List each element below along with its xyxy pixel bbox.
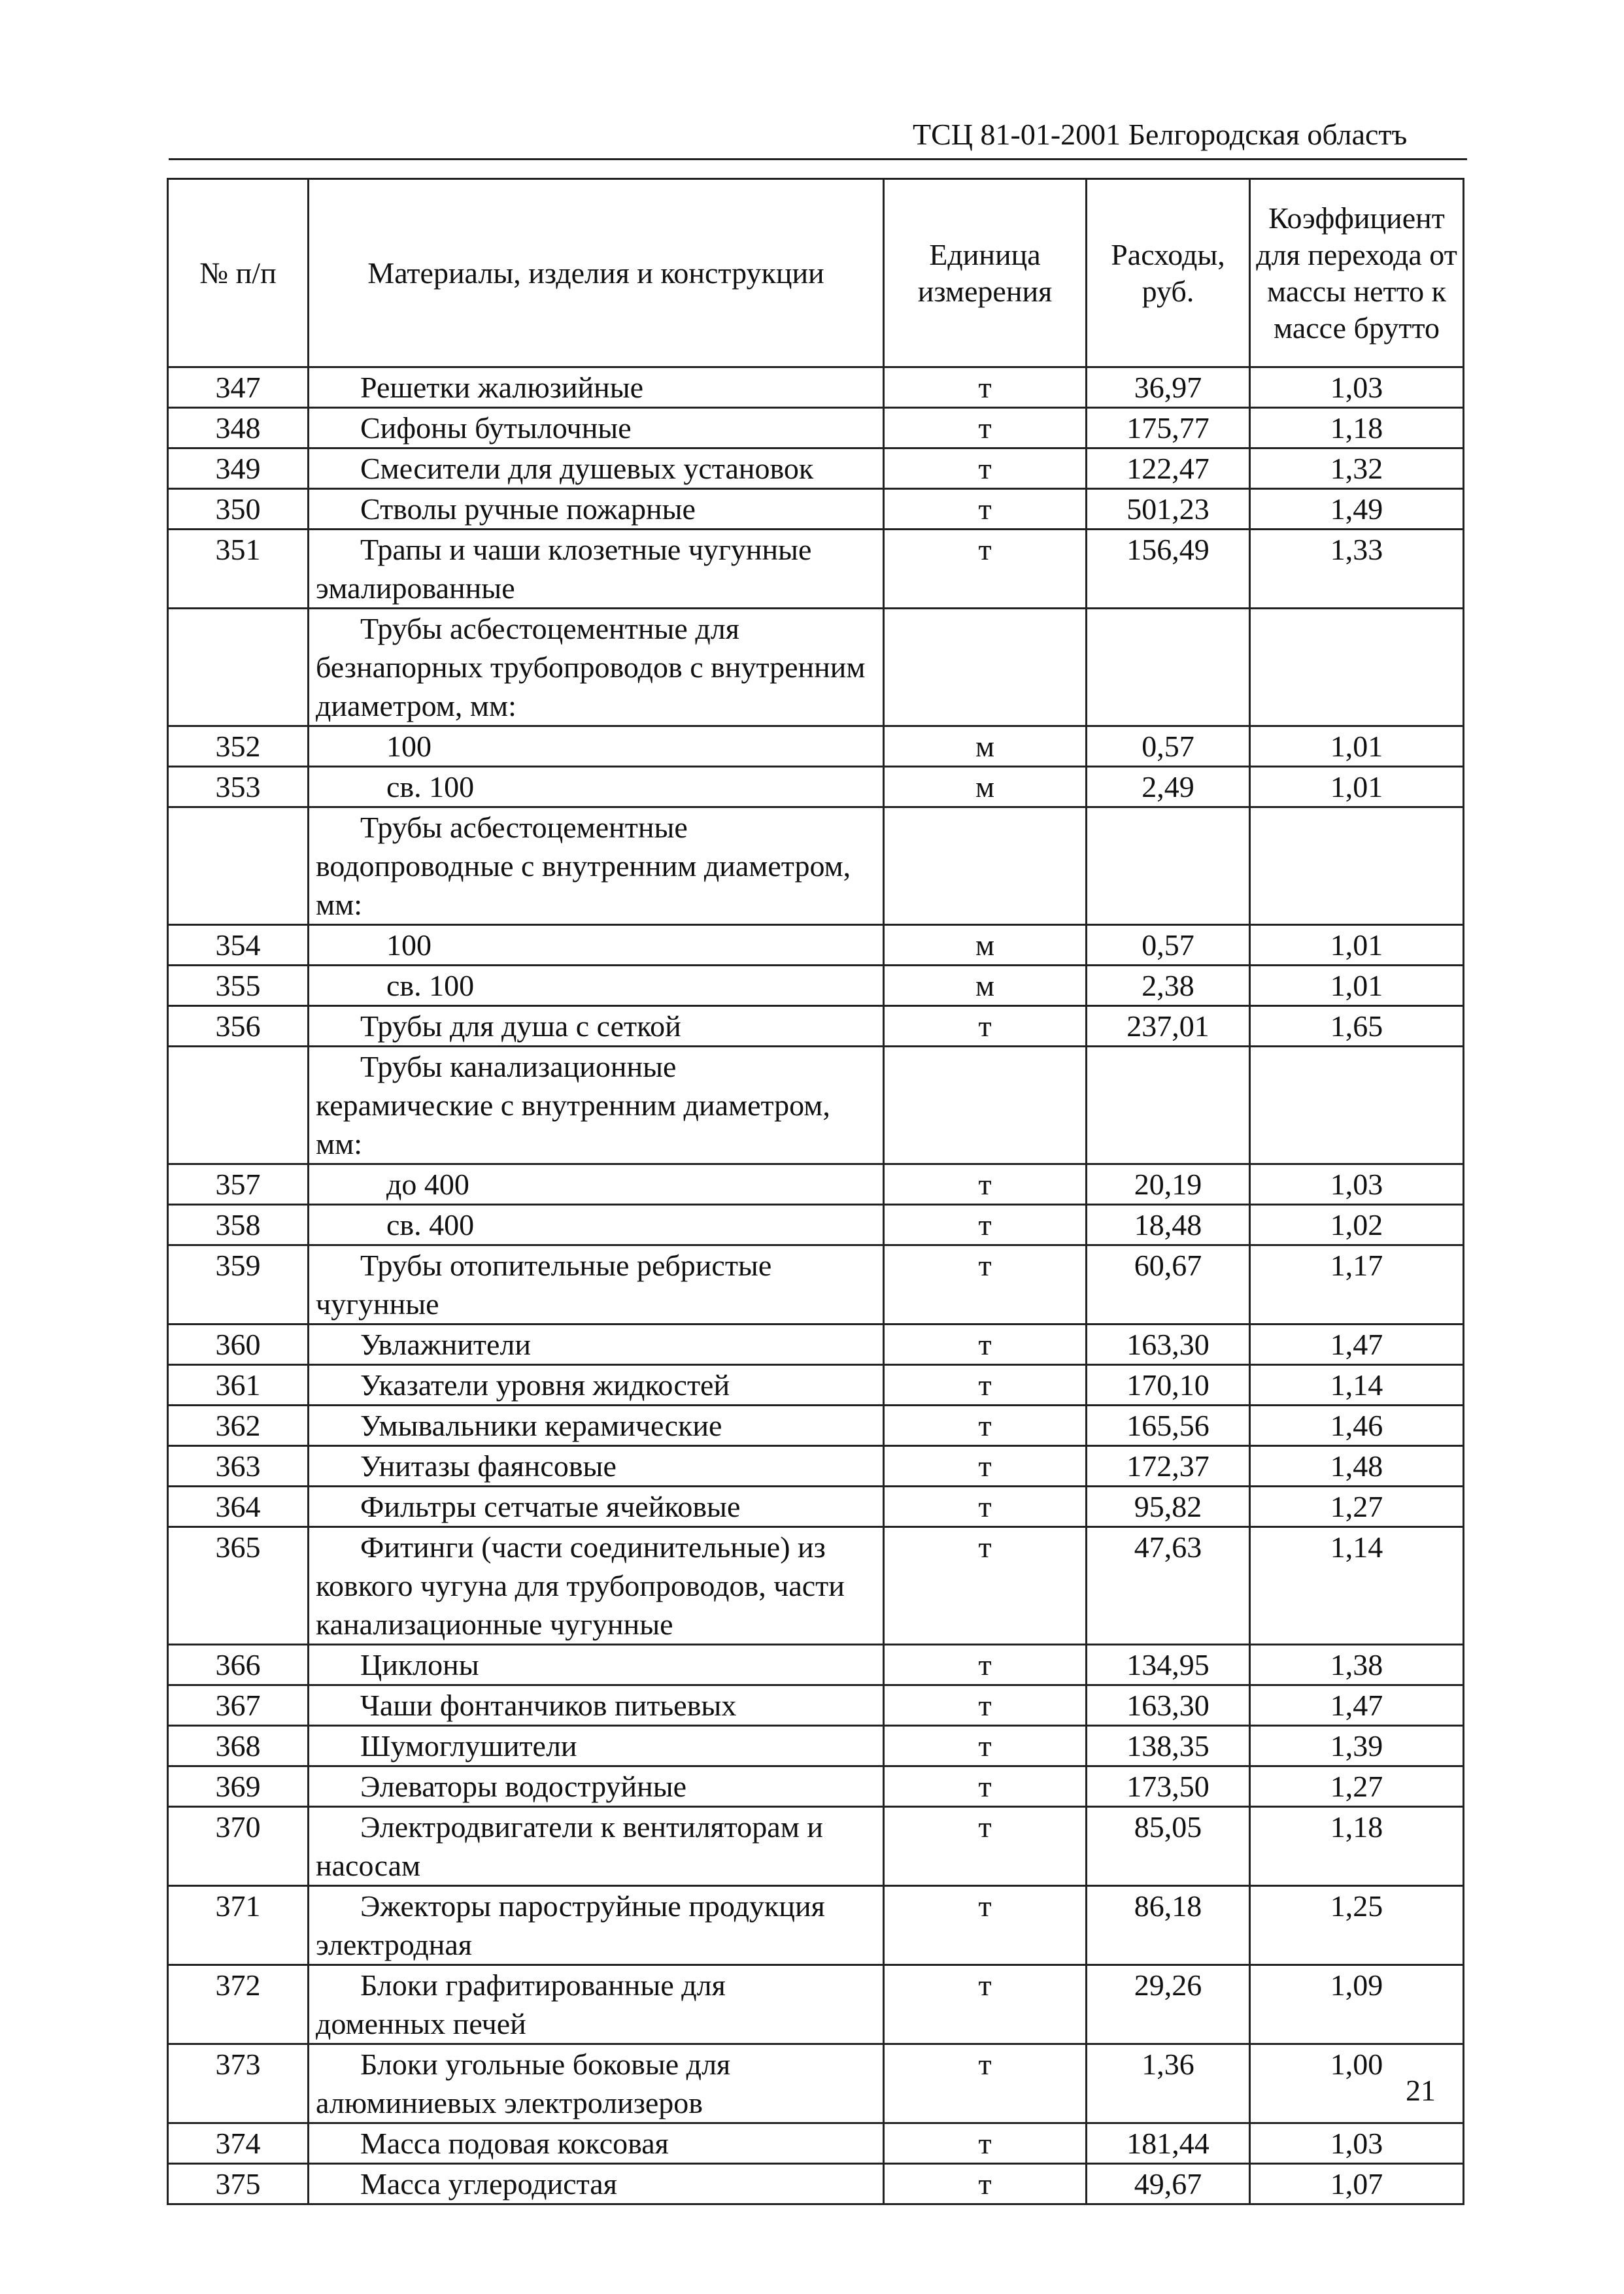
row-number-cell: 372 <box>168 1965 309 2044</box>
row-number-cell: 347 <box>168 367 309 408</box>
coefficient-cell: 1,03 <box>1250 2123 1464 2164</box>
material-name: до 400 <box>386 1168 469 1201</box>
coefficient-cell: 1,46 <box>1250 1406 1464 1446</box>
table-row <box>168 1006 1464 1047</box>
row-number-cell: 357 <box>168 1164 309 1205</box>
cost-cell: 170,10 <box>1087 1365 1250 1406</box>
cost-cell: 501,23 <box>1087 489 1250 530</box>
coefficient-cell <box>1250 807 1464 925</box>
coefficient-cell: 1,14 <box>1250 1365 1464 1406</box>
coefficient-cell: 1,01 <box>1250 726 1464 767</box>
table-group-row <box>168 807 1464 925</box>
cost-cell: 47,63 <box>1087 1527 1250 1645</box>
table-header-row <box>168 179 1464 367</box>
unit-cell: м <box>884 726 1087 767</box>
coefficient-cell: 1,14 <box>1250 1527 1464 1645</box>
material-name: св. 100 <box>386 770 475 803</box>
cost-cell: 18,48 <box>1087 1205 1250 1245</box>
row-number-cell: 362 <box>168 1406 309 1446</box>
coefficient-cell: 1,38 <box>1250 1645 1464 1685</box>
material-name-continuation: керамические с внутренним диаметром, мм: <box>316 1088 830 1160</box>
coefficient-cell: 1,00 <box>1250 2044 1464 2123</box>
table-row <box>168 1807 1464 1886</box>
material-name-continuation: электродная <box>316 1928 472 1961</box>
row-number-cell: 353 <box>168 767 309 807</box>
row-number-cell <box>168 609 309 726</box>
coefficient-cell: 1,03 <box>1250 367 1464 408</box>
material-name: Масса подовая коксовая <box>360 2127 669 2160</box>
material-name-cell <box>309 1766 884 1807</box>
table-row <box>168 408 1464 448</box>
row-number-cell: 375 <box>168 2164 309 2204</box>
material-name-continuation: безнапорных трубопроводов с внутренним диаметром, мм: <box>316 650 866 722</box>
material-name: Решетки жалюзийные <box>360 371 644 404</box>
cost-cell: 122,47 <box>1087 448 1250 489</box>
table-row <box>168 1245 1464 1324</box>
unit-cell <box>884 609 1087 726</box>
table-row <box>168 1766 1464 1807</box>
row-number-cell <box>168 807 309 925</box>
row-number-cell: 361 <box>168 1365 309 1406</box>
material-name-cell <box>309 1205 884 1245</box>
cost-cell: 237,01 <box>1087 1006 1250 1047</box>
table-group-row <box>168 1047 1464 1164</box>
unit-cell <box>884 1047 1087 1164</box>
material-name-cell <box>309 530 884 609</box>
row-number-cell: 360 <box>168 1324 309 1365</box>
table-row <box>168 1446 1464 1487</box>
coefficient-cell: 1,03 <box>1250 1164 1464 1205</box>
material-name-cell <box>309 489 884 530</box>
table-row <box>168 448 1464 489</box>
material-name-cell <box>309 609 884 726</box>
row-number-cell: 359 <box>168 1245 309 1324</box>
cost-cell: 138,35 <box>1087 1726 1250 1766</box>
material-name-cell <box>309 1886 884 1965</box>
column-header-unit: Единица измерения <box>884 179 1087 367</box>
coefficient-cell: 1,02 <box>1250 1205 1464 1245</box>
unit-cell: т <box>884 367 1087 408</box>
material-name-cell <box>309 1365 884 1406</box>
coefficient-cell: 1,09 <box>1250 1965 1464 2044</box>
table-row <box>168 530 1464 609</box>
material-name-continuation: насосам <box>316 1849 421 1882</box>
table-row <box>168 2164 1464 2204</box>
document-header: ТСЦ 81-01-2001 Белгородская областъ <box>913 118 1408 151</box>
material-name: Смесители для душевых установок <box>360 452 814 485</box>
unit-cell: т <box>884 1006 1087 1047</box>
unit-cell: м <box>884 966 1087 1006</box>
table-row <box>168 1645 1464 1685</box>
table-row <box>168 966 1464 1006</box>
column-header-coefficient: Коэффициент для перехода от массы нетто к массе брутто <box>1250 179 1464 367</box>
unit-cell: т <box>884 1406 1087 1446</box>
row-number-cell <box>168 1047 309 1164</box>
unit-cell: т <box>884 1245 1087 1324</box>
unit-cell: т <box>884 1365 1087 1406</box>
cost-cell <box>1087 609 1250 726</box>
cost-cell: 95,82 <box>1087 1487 1250 1527</box>
unit-cell: т <box>884 448 1087 489</box>
unit-cell: м <box>884 925 1087 966</box>
table-row <box>168 925 1464 966</box>
cost-cell: 156,49 <box>1087 530 1250 609</box>
material-name: Трубы асбестоцементные для <box>360 612 739 645</box>
row-number-cell: 350 <box>168 489 309 530</box>
material-name-continuation: доменных печей <box>316 2007 526 2040</box>
cost-cell: 49,67 <box>1087 2164 1250 2204</box>
row-number-cell: 356 <box>168 1006 309 1047</box>
unit-cell: т <box>884 1487 1087 1527</box>
material-name-continuation: алюминиевых электролизеров <box>316 2086 703 2119</box>
unit-cell: т <box>884 1446 1087 1487</box>
unit-cell: т <box>884 1164 1087 1205</box>
material-name: 100 <box>386 730 431 763</box>
unit-cell: т <box>884 1766 1087 1807</box>
material-name-cell <box>309 408 884 448</box>
cost-cell: 2,38 <box>1087 966 1250 1006</box>
unit-cell <box>884 807 1087 925</box>
unit-cell: т <box>884 1527 1087 1645</box>
material-name-cell <box>309 1726 884 1766</box>
unit-cell: т <box>884 2164 1087 2204</box>
coefficient-cell: 1,39 <box>1250 1726 1464 1766</box>
material-name: Электродвигатели к вентиляторам и <box>360 1810 823 1844</box>
column-header-number: № п/п <box>168 179 309 367</box>
cost-cell: 181,44 <box>1087 2123 1250 2164</box>
material-name: св. 100 <box>386 969 475 1002</box>
cost-cell: 165,56 <box>1087 1406 1250 1446</box>
row-number-cell: 366 <box>168 1645 309 1685</box>
material-name-cell <box>309 1406 884 1446</box>
table-row <box>168 1527 1464 1645</box>
coefficient-cell: 1,65 <box>1250 1006 1464 1047</box>
table-row <box>168 767 1464 807</box>
row-number-cell: 358 <box>168 1205 309 1245</box>
row-number-cell: 374 <box>168 2123 309 2164</box>
coefficient-cell: 1,27 <box>1250 1766 1464 1807</box>
coefficient-cell: 1,48 <box>1250 1446 1464 1487</box>
material-name-cell <box>309 767 884 807</box>
cost-cell: 0,57 <box>1087 925 1250 966</box>
material-name-cell <box>309 1965 884 2044</box>
unit-cell: м <box>884 767 1087 807</box>
material-name: Эжекторы пароструйные продукция <box>360 1889 825 1923</box>
unit-cell: т <box>884 1965 1087 2044</box>
cost-cell: 60,67 <box>1087 1245 1250 1324</box>
material-name: Указатели уровня жидкостей <box>360 1368 730 1402</box>
material-name-cell <box>309 966 884 1006</box>
material-name-continuation: ковкого чугуна для трубопроводов, части канализационные чугунные <box>316 1569 845 1641</box>
cost-cell <box>1087 1047 1250 1164</box>
coefficient-cell: 1,18 <box>1250 1807 1464 1886</box>
table-row <box>168 1487 1464 1527</box>
material-name-cell <box>309 1446 884 1487</box>
row-number-cell: 369 <box>168 1766 309 1807</box>
material-name: Трубы асбестоцементные <box>360 811 688 844</box>
row-number-cell: 349 <box>168 448 309 489</box>
material-name-cell <box>309 1685 884 1726</box>
unit-cell: т <box>884 1645 1087 1685</box>
table-row <box>168 489 1464 530</box>
material-name: Шумоглушители <box>360 1729 577 1763</box>
unit-cell: т <box>884 1205 1087 1245</box>
cost-cell: 173,50 <box>1087 1766 1250 1807</box>
material-name: Циклоны <box>360 1648 479 1681</box>
cost-cell: 2,49 <box>1087 767 1250 807</box>
coefficient-cell: 1,17 <box>1250 1245 1464 1324</box>
material-name: 100 <box>386 928 431 962</box>
material-name: Масса углеродистая <box>360 2167 617 2201</box>
table-row <box>168 1365 1464 1406</box>
material-name-cell <box>309 726 884 767</box>
material-name-cell <box>309 1487 884 1527</box>
material-name: Трубы для душа с сеткой <box>360 1009 681 1043</box>
material-name: Чаши фонтанчиков питьевых <box>360 1689 737 1722</box>
material-name-cell <box>309 367 884 408</box>
cost-cell: 163,30 <box>1087 1324 1250 1365</box>
row-number-cell: 355 <box>168 966 309 1006</box>
unit-cell: т <box>884 1685 1087 1726</box>
material-name: Трубы канализационные <box>360 1050 677 1083</box>
coefficient-cell: 1,18 <box>1250 408 1464 448</box>
table-group-row <box>168 609 1464 726</box>
row-number-cell: 368 <box>168 1726 309 1766</box>
row-number-cell: 351 <box>168 530 309 609</box>
material-name: Трубы отопительные ребристые <box>360 1249 772 1282</box>
coefficient-cell: 1,01 <box>1250 925 1464 966</box>
material-name-cell <box>309 1807 884 1886</box>
cost-cell: 172,37 <box>1087 1446 1250 1487</box>
row-number-cell: 370 <box>168 1807 309 1886</box>
materials-table <box>167 178 1464 2205</box>
table-row <box>168 1324 1464 1365</box>
unit-cell: т <box>884 489 1087 530</box>
header-divider <box>169 158 1467 160</box>
coefficient-cell: 1,33 <box>1250 530 1464 609</box>
table-row <box>168 1406 1464 1446</box>
coefficient-cell: 1,25 <box>1250 1886 1464 1965</box>
coefficient-cell: 1,47 <box>1250 1685 1464 1726</box>
material-name-cell <box>309 1006 884 1047</box>
coefficient-cell: 1,27 <box>1250 1487 1464 1527</box>
material-name: Трапы и чаши клозетные чугунные <box>360 533 812 566</box>
table-row <box>168 367 1464 408</box>
material-name-continuation: эмалированные <box>316 571 515 605</box>
cost-cell: 36,97 <box>1087 367 1250 408</box>
table-body <box>168 367 1464 2204</box>
coefficient-cell: 1,07 <box>1250 2164 1464 2204</box>
cost-cell: 0,57 <box>1087 726 1250 767</box>
material-name-cell <box>309 2164 884 2204</box>
material-name-continuation: водопроводные с внутренним диаметром, мм: <box>316 849 851 921</box>
material-name: Умывальники керамические <box>360 1409 722 1442</box>
cost-cell: 85,05 <box>1087 1807 1250 1886</box>
row-number-cell: 363 <box>168 1446 309 1487</box>
row-number-cell: 373 <box>168 2044 309 2123</box>
table-row <box>168 2123 1464 2164</box>
material-name-cell <box>309 925 884 966</box>
material-name: Блоки графитированные для <box>360 1968 726 2002</box>
unit-cell: т <box>884 1324 1087 1365</box>
row-number-cell: 365 <box>168 1527 309 1645</box>
material-name-cell <box>309 1164 884 1205</box>
cost-cell: 134,95 <box>1087 1645 1250 1685</box>
material-name: Стволы ручные пожарные <box>360 492 696 526</box>
material-name: Блоки угольные боковые для <box>360 2048 731 2081</box>
coefficient-cell: 1,47 <box>1250 1324 1464 1365</box>
unit-cell: т <box>884 408 1087 448</box>
material-name: Фильтры сетчатые ячейковые <box>360 1490 741 1523</box>
unit-cell: т <box>884 530 1087 609</box>
unit-cell: т <box>884 1726 1087 1766</box>
cost-cell: 20,19 <box>1087 1164 1250 1205</box>
row-number-cell: 352 <box>168 726 309 767</box>
table-row <box>168 1886 1464 1965</box>
cost-cell: 163,30 <box>1087 1685 1250 1726</box>
page-number: 21 <box>1406 2074 1436 2107</box>
material-name-cell <box>309 1645 884 1685</box>
column-header-materials: Материалы, изделия и конструкции <box>309 179 884 367</box>
table-row <box>168 1726 1464 1766</box>
table-row <box>168 1685 1464 1726</box>
material-name-cell <box>309 1527 884 1645</box>
material-name-cell <box>309 1324 884 1365</box>
row-number-cell: 371 <box>168 1886 309 1965</box>
material-name-cell <box>309 1245 884 1324</box>
table-row <box>168 1965 1464 2044</box>
column-header-cost: Расходы, руб. <box>1087 179 1250 367</box>
unit-cell: т <box>884 1886 1087 1965</box>
cost-cell: 175,77 <box>1087 408 1250 448</box>
row-number-cell: 364 <box>168 1487 309 1527</box>
cost-cell <box>1087 807 1250 925</box>
material-name-cell <box>309 2123 884 2164</box>
coefficient-cell: 1,49 <box>1250 489 1464 530</box>
coefficient-cell: 1,32 <box>1250 448 1464 489</box>
coefficient-cell <box>1250 609 1464 726</box>
unit-cell: т <box>884 1807 1087 1886</box>
row-number-cell: 348 <box>168 408 309 448</box>
material-name-cell <box>309 448 884 489</box>
coefficient-cell: 1,01 <box>1250 966 1464 1006</box>
material-name-cell <box>309 1047 884 1164</box>
cost-cell: 29,26 <box>1087 1965 1250 2044</box>
table-row <box>168 726 1464 767</box>
material-name-cell <box>309 2044 884 2123</box>
row-number-cell: 354 <box>168 925 309 966</box>
unit-cell: т <box>884 2044 1087 2123</box>
table-row <box>168 2044 1464 2123</box>
material-name-continuation: чугунные <box>316 1287 439 1321</box>
material-name: Фитинги (части соединительные) из <box>360 1530 826 1564</box>
cost-cell: 86,18 <box>1087 1886 1250 1965</box>
material-name: Элеваторы водоструйные <box>360 1770 687 1803</box>
table-row <box>168 1205 1464 1245</box>
row-number-cell: 367 <box>168 1685 309 1726</box>
coefficient-cell: 1,01 <box>1250 767 1464 807</box>
material-name-cell <box>309 807 884 925</box>
unit-cell: т <box>884 2123 1087 2164</box>
material-name: св. 400 <box>386 1208 475 1241</box>
material-name: Унитазы фаянсовые <box>360 1449 617 1483</box>
cost-cell: 1,36 <box>1087 2044 1250 2123</box>
table-row <box>168 1164 1464 1205</box>
coefficient-cell <box>1250 1047 1464 1164</box>
material-name: Увлажнители <box>360 1328 531 1361</box>
material-name: Сифоны бутылочные <box>360 411 632 445</box>
